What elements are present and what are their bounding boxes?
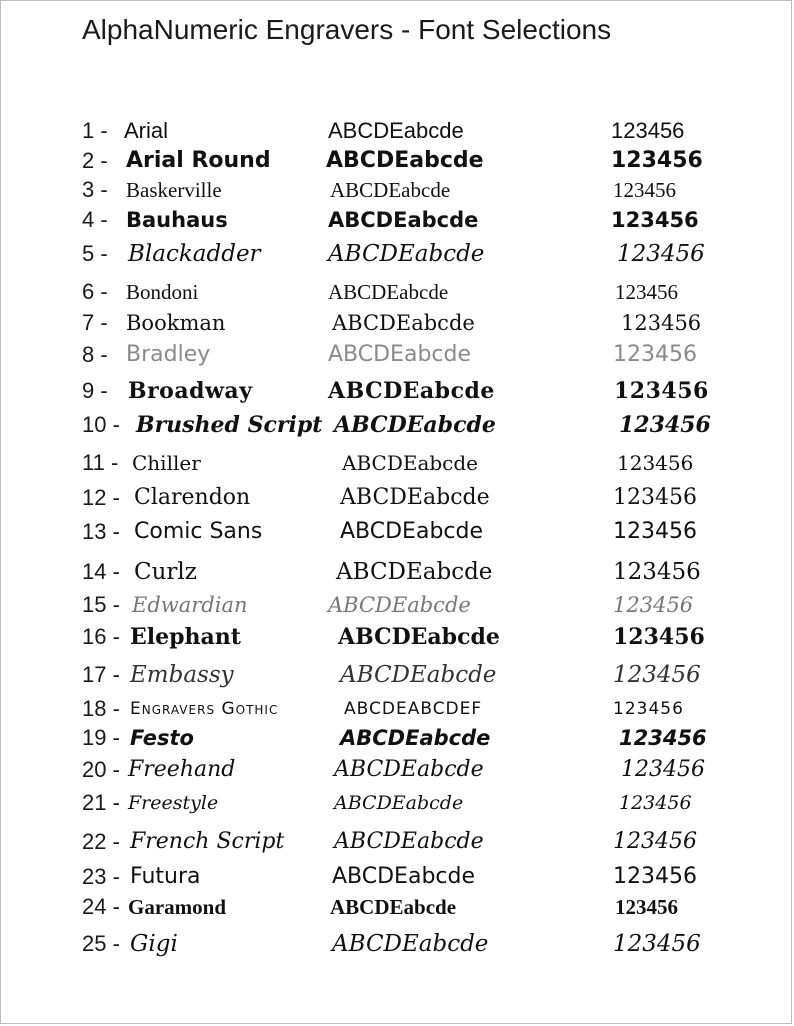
font-row (0, 307, 794, 339)
font-number: 17 - (82, 662, 120, 687)
number-sample: 123456 (621, 757, 705, 782)
number-sample: 123456 (611, 208, 699, 232)
font-number: 10 - (82, 412, 120, 437)
font-row (0, 204, 794, 236)
number-sample: 123456 (613, 485, 697, 510)
font-row (0, 589, 794, 621)
font-number: 5 - (82, 241, 108, 266)
letter-sample: ABCDEabcde (332, 864, 475, 889)
font-row (0, 556, 794, 588)
letter-sample: ABCDEabcde (334, 412, 496, 438)
font-name: Gigi (130, 931, 178, 957)
font-row (0, 115, 794, 147)
font-number: 12 - (82, 485, 120, 510)
font-name: Edwardian (132, 593, 248, 617)
font-row (0, 621, 794, 653)
font-name: Futura (130, 864, 201, 889)
letter-sample: ABCDEabcde (330, 895, 457, 919)
number-sample: 123456 (611, 148, 703, 173)
font-number: 16 - (82, 624, 120, 649)
font-number: 20 - (82, 757, 120, 782)
letter-sample: ABCDEabcde (340, 726, 491, 750)
number-sample: 123456 (621, 311, 702, 335)
font-name: Freehand (128, 757, 236, 782)
font-row (0, 693, 794, 725)
letter-sample: ABCDEabcde (330, 178, 451, 202)
number-sample: 123456 (615, 280, 678, 304)
font-row (0, 339, 794, 371)
font-number: 14 - (82, 559, 120, 584)
font-name: Clarendon (134, 485, 251, 510)
font-name: Blackadder (128, 241, 261, 267)
font-row (0, 174, 794, 206)
letter-sample: ABCDEABCDEF (344, 699, 483, 719)
font-number: 23 - (82, 864, 120, 889)
letter-sample: ABCDEabcde (338, 624, 500, 650)
font-name: Bookman (126, 311, 226, 335)
font-name: Festo (130, 726, 194, 750)
font-name: Bondoni (126, 280, 199, 304)
number-sample: 123456 (613, 829, 697, 854)
number-sample: 123456 (619, 412, 711, 438)
letter-sample: ABCDEabcde (334, 792, 464, 814)
font-name: Brushed Script (136, 412, 323, 438)
letter-sample: ABCDEabcde (326, 148, 484, 173)
font-row (0, 409, 794, 441)
font-name: Bauhaus (126, 208, 228, 232)
letter-sample: ABCDEabcde (328, 378, 495, 404)
font-number: 7 - (82, 310, 108, 335)
number-sample: 123456 (613, 178, 676, 202)
letter-sample: ABCDEabcde (328, 118, 464, 143)
font-name: Curlz (134, 559, 197, 585)
font-name: Arial (124, 118, 169, 143)
letter-sample: ABCDEabcde (336, 559, 493, 585)
font-row (0, 375, 794, 407)
number-sample: 123456 (613, 593, 694, 617)
letter-sample: ABCDEabcde (328, 280, 449, 304)
font-number: 3 - (82, 177, 108, 202)
font-number: 15 - (82, 592, 120, 617)
font-row (0, 928, 794, 960)
letter-sample: ABCDEabcde (334, 757, 484, 782)
font-number: 21 - (82, 790, 120, 815)
font-row (0, 238, 794, 270)
font-number: 1 - (82, 118, 108, 143)
font-number: 22 - (82, 829, 120, 854)
font-row (0, 276, 794, 308)
font-number: 11 - (82, 450, 119, 475)
font-number: 18 - (82, 696, 120, 721)
font-row (0, 754, 794, 786)
number-sample: 123456 (613, 662, 701, 688)
number-sample: 123456 (613, 624, 705, 650)
font-name: Chiller (132, 451, 201, 475)
font-name: Elephant (130, 624, 241, 650)
font-row (0, 861, 794, 893)
letter-sample: ABCDEabcde (332, 311, 475, 335)
letter-sample: ABCDEabcde (328, 208, 479, 232)
font-number: 24 - (82, 894, 120, 919)
font-name: French Script (130, 829, 285, 854)
font-number: 4 - (82, 207, 108, 232)
number-sample: 123456 (613, 931, 701, 957)
font-row (0, 516, 794, 548)
number-sample: 123456 (619, 726, 707, 750)
font-row (0, 659, 794, 691)
font-name: Bradley (126, 342, 211, 367)
letter-sample: ABCDEabcde (342, 451, 479, 475)
font-number: 2 - (82, 148, 108, 173)
font-row (0, 145, 794, 177)
letter-sample: ABCDEabcde (340, 662, 497, 688)
font-number: 25 - (82, 931, 120, 956)
font-number: 13 - (82, 519, 120, 544)
font-number: 9 - (82, 378, 108, 403)
letter-sample: ABCDEabcde (340, 485, 490, 510)
font-name: Garamond (128, 895, 227, 919)
font-name: Embassy (130, 662, 234, 688)
font-number: 19 - (82, 725, 120, 750)
font-name: Arial Round (126, 148, 271, 173)
number-sample: 123456 (613, 864, 697, 889)
number-sample: 123456 (617, 241, 705, 267)
letter-sample: ABCDEabcde (328, 241, 485, 267)
font-name: Broadway (128, 378, 253, 404)
letter-sample: ABCDEabcde (328, 342, 471, 367)
font-name: Freestyle (128, 792, 219, 814)
letter-sample: ABCDEabcde (334, 829, 484, 854)
font-name: Baskerville (126, 178, 222, 202)
letter-sample: ABCDEabcde (340, 519, 483, 544)
page-title: AlphaNumeric Engravers - Font Selections (82, 14, 612, 45)
font-number: 8 - (82, 342, 108, 367)
letter-sample: ABCDEabcde (332, 931, 489, 957)
number-sample: 123456 (613, 699, 684, 719)
number-sample: 123456 (615, 895, 678, 919)
font-name: Comic Sans (134, 519, 263, 544)
number-sample: 123456 (614, 378, 709, 404)
font-row (0, 826, 794, 858)
font-row (0, 891, 794, 923)
letter-sample: ABCDEabcde (328, 593, 471, 617)
font-row (0, 787, 794, 819)
number-sample: 123456 (613, 559, 701, 585)
number-sample: 123456 (617, 451, 694, 475)
font-row (0, 722, 794, 754)
number-sample: 123456 (613, 342, 697, 367)
font-name: Engravers Gothic (130, 699, 279, 719)
font-row (0, 447, 794, 479)
font-number: 6 - (82, 279, 108, 304)
number-sample: 123456 (611, 118, 685, 143)
number-sample: 123456 (613, 519, 697, 544)
number-sample: 123456 (619, 792, 692, 814)
font-row (0, 482, 794, 514)
